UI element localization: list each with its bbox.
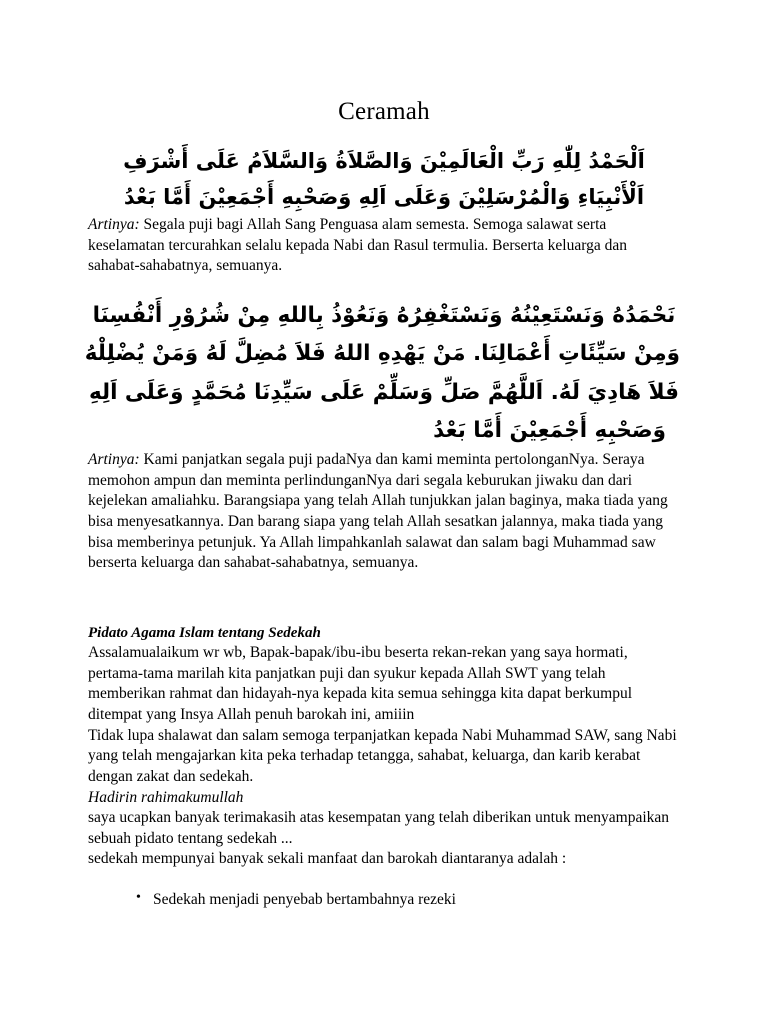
translation-text-2: Kami panjatkan segala puji padaNya dan kami meminta pertolonganNya. Seraya memohon ampun dan meminta perlindunganNya dari segala keburukan jiwaku dan dari kejelekan amaliahku. Barangsiapa yang telah Allah tunjukkan jalan baginya, maka tiada yang bisa menyesatkannya. Dan barang siapa yang telah Allah sesatkan jalannya, maka tiada yang bisa memberinya petunjuk. Ya Allah limpahkanlah salawat dan salam bagi Muhammad saw berserta keluarga dan sahabat-sahabatnya, semuanya. xyxy=(88,451,668,572)
speech-heading: Pidato Agama Islam tentang Sedekah xyxy=(88,624,321,641)
benefits-list xyxy=(88,890,680,911)
speech-paragraph-4: sedekah mempunyai banyak sekali manfaat dan barokah diantaranya adalah : xyxy=(88,850,567,868)
translation-paragraph-2 xyxy=(88,450,680,574)
arabic-khutbah-line-2: وَمِنْ سَيِّئَاتِ أَعْمَالِنَا. مَنْ يَهْدِهِ اللهُ فَلاَ مُضِلَّ لَهُ وَمَنْ يُضْلِلْهُ xyxy=(84,341,680,367)
translation-paragraph-1 xyxy=(88,215,680,277)
speech-paragraph-2: Tidak lupa shalawat dan salam semoga terpanjatkan kepada Nabi Muhammad SAW, sang Nabi yang telah mengajarkan kita peka terhadap tetangga, sahabat, keluarga, dan karib kerabat dengan zakat dan sedekah. xyxy=(88,726,677,785)
speech-paragraph-3: saya ucapkan banyak terimakasih atas kesempatan yang telah diberikan untuk menyampaikan sebuah pidato tentang sedekah ... xyxy=(88,809,670,847)
translation-text-1: Segala puji bagi Allah Sang Penguasa alam semesta. Semoga salawat serta keselamatan tercurahkan selalu kepada Nabi dan Rasul termulia. Berserta keluarga dan sahabat-sahabatnya, semuanya. xyxy=(88,216,627,275)
arabic-khutbah-line-1: نَحْمَدُهُ وَنَسْتَعِيْنُهُ وَنَسْتَغْفِرُهُ وَنَعُوْذُ بِاللهِ مِنْ شُرُوْرِ أَنْفُسِنَا xyxy=(92,303,676,329)
arabic-opening-line-2: اَلْأَنْبِيَاءِ وَالْمُرْسَلِيْنَ وَعَلَى اَلِهِ وَصَحْبِهِ أَجْمَعِيْنَ أَمَّا بَعْدُ xyxy=(123,185,645,210)
speech-paragraph-1: Assalamualaikum wr wb, Bapak-bapak/ibu-ibu beserta rekan-rekan yang saya hormati, pertama-tama marilah kita panjatkan puji dan syukur kepada Allah SWT yang telah memberikan rahmat dan hidayah-nya kepada kita semua sehingga kita dapat berkumpul ditempat yang Insya Allah penuh barokah ini, amiiin xyxy=(88,644,633,724)
audience-address: Hadirin rahimakumullah xyxy=(88,788,244,806)
page-title: Ceramah xyxy=(338,98,430,125)
arabic-opening-line-1: اَلْحَمْدُ لِلّٰهِ رَبِّ الْعَالَمِيْنَ وَالصَّلاَةُ وَالسَّلاَمُ عَلَى أَشْرَفِ xyxy=(123,149,645,173)
arabic-opening-block xyxy=(88,143,680,215)
arabic-khutbah-line-4: وَصَحْبِهِ أَجْمَعِيْنَ أَمَّا بَعْدُ xyxy=(433,417,666,443)
document-content xyxy=(84,0,680,911)
translation-label-1: Artinya: xyxy=(88,216,140,234)
arabic-khutbah-line-3: فَلاَ هَادِيَ لَهُ. اَللَّهُمَّ صَلِّ وَسَلِّمْ عَلَى سَيِّدِنَا مُحَمَّدٍ وَعَلَى اَلِهِ xyxy=(88,379,680,405)
list-item: • Sedekah menjadi penyebab bertambahnya rezeki xyxy=(136,890,680,911)
translation-label-2: Artinya: xyxy=(88,451,140,469)
arabic-khutbah-block xyxy=(84,297,680,450)
